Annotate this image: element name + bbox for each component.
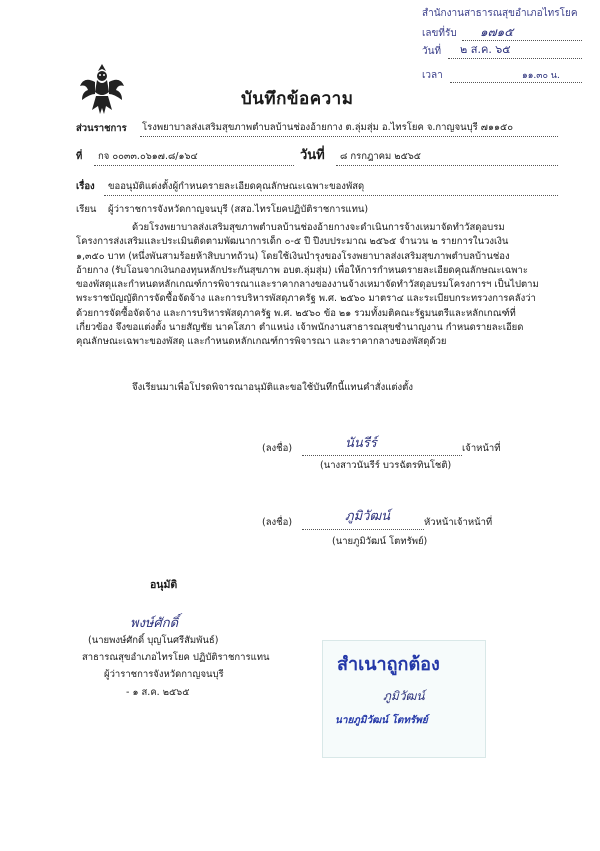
received-stamp [422,8,592,88]
signer2-prefix: (ลงชื่อ) [262,517,293,528]
body-line: ด้วยโรงพยาบาลส่งเสริมสุขภาพตำบลบ้านช่องอ้ายกางจะดำเนินการจ้างเหมาจัดทำวัสดุอบรม [132,222,505,233]
approval-label: อนุมัติ [150,579,178,591]
signer1-signature: นันรีร์ [345,436,377,451]
body-line: พระราชบัญญัติการจัดซื้อจัดจ้าง และการบริหารพัสดุภาครัฐ พ.ศ. ๒๕๖๐ มาตรา๔ และระเบียบกระทรวงการคลังว่า [76,293,536,305]
subject-label: เรื่อง [76,181,95,192]
body-line: ๑,๓๕๐ บาท (หนึ่งพันสามร้อยห้าสิบบาทถ้วน) โดยใช้เงินบำรุงของโรงพยาบาลส่งเสริมสุขภาพตำบลบ้านช่อง [76,250,510,262]
body-paragraph [76,221,562,350]
agency-label: ส่วนราชการ [76,123,127,134]
closing-line: จึงเรียนมาเพื่อโปรดพิจารณาอนุมัติและขอใช้บันทึกนี้แทนคำสั่งแต่งตั้ง [132,382,413,393]
body-line: โครงการส่งเสริมและประเมินติดตามพัฒนาการเด็ก ๐-๕ ปี ปีงบประมาณ ๒๕๖๕ จำนวน ๒ รายการในวงเงิน [76,236,509,248]
body-line: อ้ายกาง (รับโอนจากเงินกองทุนหลักประกันสุขภาพ อบต.ลุ่มสุ่ม) เพื่อให้การกำหนดรายละเอียดคุณลักษณะเฉพาะ [76,264,528,276]
body-line: เกี่ยวข้อง จึงขอแต่งตั้ง นายสัญชัย นาคโสภา ตำแหน่ง เจ้าพนักงานสาธารณสุขชำนาญงาน กำหนดรายละเอียด [76,322,524,334]
signer1-role: เจ้าหน้าที่ [462,443,501,454]
agency-value: โรงพยาบาลส่งเสริมสุขภาพตำบลบ้านช่องอ้ายกาง ต.ลุ่มสุ่ม อ.ไทรโยค จ.กาญจนบุรี ๗๑๑๕๐ [142,122,513,133]
body-line: ด้วยการจัดซื้อจัดจ้าง และการบริหารพัสดุภาครัฐ พ.ศ. ๒๕๖๐ ข้อ ๒๑ รวมทั้งมติคณะรัฐมนตรีและหลักเกณฑ์ที่ [76,307,516,319]
approval-title-2: ผู้ว่าราชการจังหวัดกาญจนบุรี [104,669,224,680]
to-value: ผู้ว่าราชการจังหวัดกาญจนบุรี (สสอ.ไทรโยคปฏิบัติราชการแทน) [108,204,369,215]
received-stamp-office: สำนักงานสาธารณสุขอำเภอไทรโยค [422,8,578,19]
received-time-label: เวลา [422,70,443,81]
received-no-value: ๑๗๑๕ [480,25,514,39]
document-title: บันทึกข้อความ [241,89,354,109]
signer1-prefix: (ลงชื่อ) [262,443,293,454]
signer2-role: หัวหน้าเจ้าหน้าที่ [424,517,493,528]
signer2-name: (นายภูมิวัฒน์ โตทรัพย์) [332,536,428,547]
reference-label: ที่ [76,151,83,162]
received-date-label: วันที่ [422,46,442,57]
certified-copy-name: นายภูมิวัฒน์ โตทรัพย์ [335,715,428,726]
received-no-label: เลขที่รับ [422,28,457,39]
signer1-name: (นางสาวนันรีร์ บวรฉัตรทินโชติ) [320,460,452,471]
certified-copy-title: สำเนาถูกต้อง [337,654,440,675]
signer2-signature: ภูมิวัฒน์ [345,509,391,524]
approval-name: (นายพงษ์ศักดิ์ บุญโนศรีสัมพันธ์) [88,635,219,646]
body-line: คุณลักษณะเฉพาะของพัสดุ และกำหนดหลักเกณฑ์การพิจารณา และราคากลางของพัสดุด้วย [76,336,447,348]
date-value: ๘ กรกฎาคม ๒๕๖๕ [340,151,421,162]
body-line: ของพัสดุและกำหนดหลักเกณฑ์การพิจารณาและราคากลางของงานจ้างเหมาจัดทำวัสดุอบรมโครงการฯ เป็นไปตาม [76,279,539,291]
to-label: เรียน [76,204,97,215]
received-time-value: ๑๑.๓๐ น. [522,71,560,81]
approval-date: - ๑ ส.ค. ๒๕๖๕ [126,687,190,698]
certified-copy-stamp [322,640,486,758]
certified-copy-signature: ภูมิวัฒน์ [383,689,425,703]
reference-value: กจ ๐๐๓๓.๐๖๑๗.๘/๑๖๔ [98,151,198,162]
approval-signature: พงษ์ศักดิ์ [130,616,179,631]
subject-value: ขออนุมัติแต่งตั้งผู้กำหนดรายละเอียดคุณลักษณะเฉพาะของพัสดุ [108,181,365,192]
received-date-value: ๒ ส.ค. ๖๕ [460,43,511,56]
garuda-emblem-icon [78,62,126,118]
date-label: วันที่ [300,148,325,163]
approval-title-1: สาธารณสุขอำเภอไทรโยค ปฏิบัติราชการแทน [82,652,270,663]
